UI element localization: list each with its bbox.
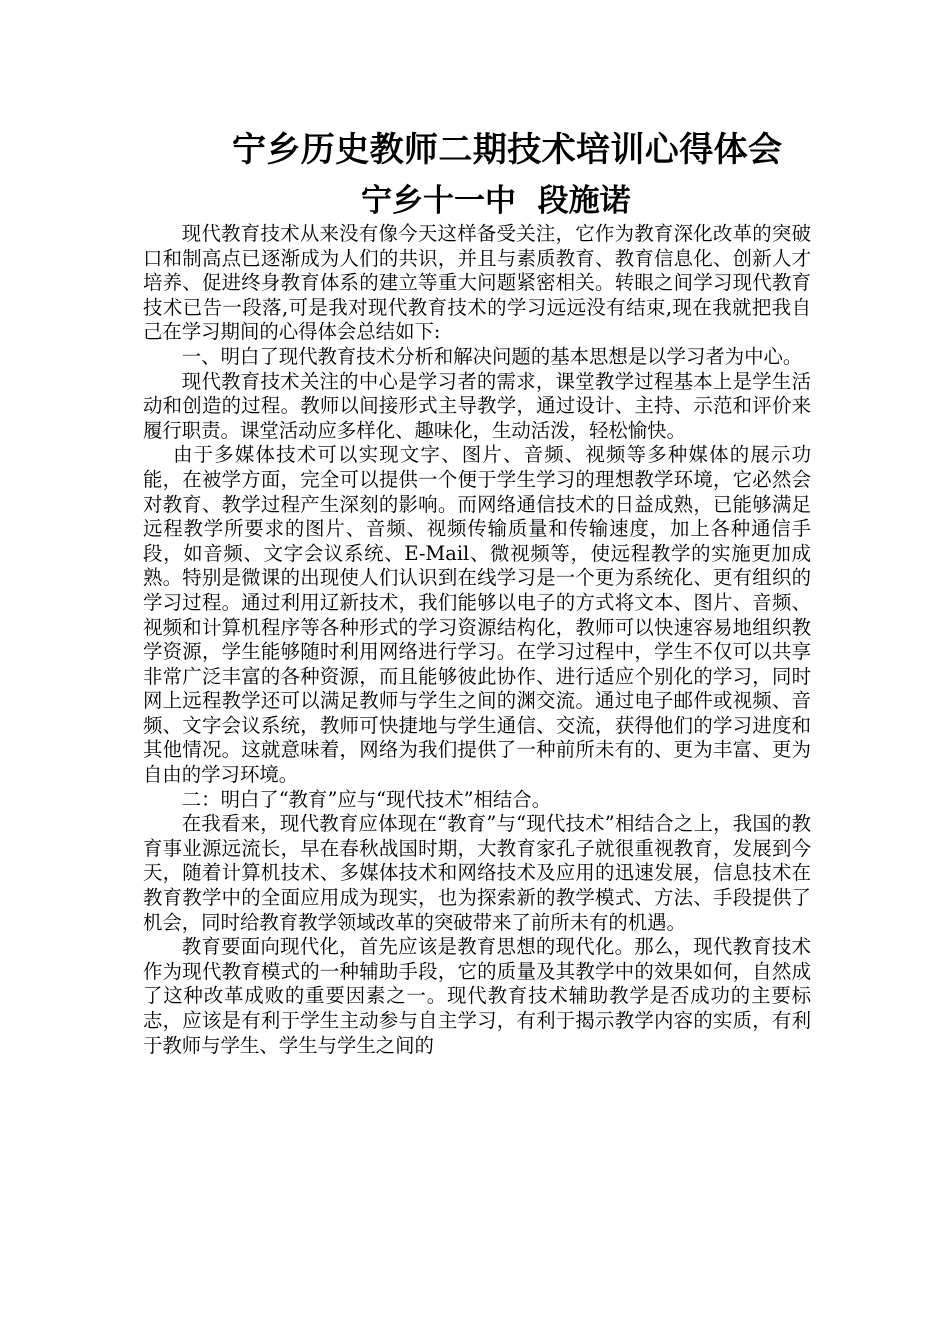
paragraph-modernization: 教育要面向现代化，首先应该是教育思想的现代化。那么，现代教育技术作为现代教育模式的一种辅助手段，它的质量及其教学中的效果如何，自然成了这种改革成败的重要因素之一。现代教育技术辅助教学是否成功的主要标志，应该是有利于学生主动参与自主学习，有利于揭示教学内容的实质，有利于教师与学生、学生与学生之间的: [143, 935, 811, 1057]
paragraph-education-technology: 在我看来，现代教育应体现在“教育”与“现代技术”相结合之上，我国的教育事业源远流长，早在春秋战国时期，大教育家孔子就很重视教育，发展到今天，随着计算机技术、多媒体技术和网络技术及应用的迅速发展，信息技术在教育教学中的全面应用成为现实，也为探索新的教学模式、方法、手段提供了机会，同时给教育教学领域改革的突破带来了前所未有的机遇。: [143, 812, 811, 934]
author-line: 宁乡十一中 段施诺: [361, 183, 631, 219]
paragraph-intro: 现代教育技术从来没有像今天这样备受关注，它作为教育深化改革的突破口和制高点已逐渐成为人们的共识，并且与素质教育、教育信息化、创新人才培养、促进终身教育体系的建立等重大问题紧密相关。转眼之间学习现代教育技术已告一段落,可是我对现代教育技术的学习远远没有结束,现在我就把我自己在学习期间的心得体会总结如下:: [143, 222, 811, 344]
paragraph-multimedia: 由于多媒体技术可以实现文字、图片、音频、视频等多种媒体的展示功能，在被学方面，完全可以提供一个便于学生学习的理想教学环境，它必然会对教育、教学过程产生深刻的影响。而网络通信技术的日益成熟，已能够满足远程教学所要求的图片、音频、视频传输质量和传输速度，加上各种通信手段，如音频、文字会议系统、E-Mail、微视频等，使远程教学的实施更加成熟。特别是微课的出现使人们认识到在线学习是一个更为系统化、更有组织的学习过程。通过利用辽新技术，我们能够以电子的方式将文本、图片、音频、视频和计算机程序等各种形式的学习资源结构化，教师可以快速容易地组织教学资源，学生能够随时利用网络进行学习。在学习过程中，学生不仅可以共享非常广泛丰富的各种资源，而且能够彼此协作、进行适应个别化的学习，同时网上远程教学还可以满足教师与学生之间的渊交流。通过电子邮件或视频、音频、文字会议系统，教师可快捷地与学生通信、交流，获得他们的学习进度和其他情况。这就意味着，网络为我们提供了一种前所未有的、更为丰富、更为自由的学习环境。: [143, 443, 811, 787]
paragraph-heading-one: 一、明白了现代教育技术分析和解决问题的基本思想是以学习者为中心。: [181, 344, 803, 368]
document-title: 宁乡历史教师二期技术培训心得体会: [232, 130, 783, 170]
document-body: [143, 222, 811, 1058]
paragraph-learner-center: 现代教育技术关注的中心是学习者的需求，课堂教学过程基本上是学生活动和创造的过程。教师以间接形式主导教学，通过设计、主持、示范和评价来履行职责。课堂活动应多样化、趣味化，生动活泼，轻松愉快。: [143, 369, 811, 442]
paragraph-heading-two: 二：明白了“教育”应与“现代技术”相结合。: [181, 787, 552, 811]
